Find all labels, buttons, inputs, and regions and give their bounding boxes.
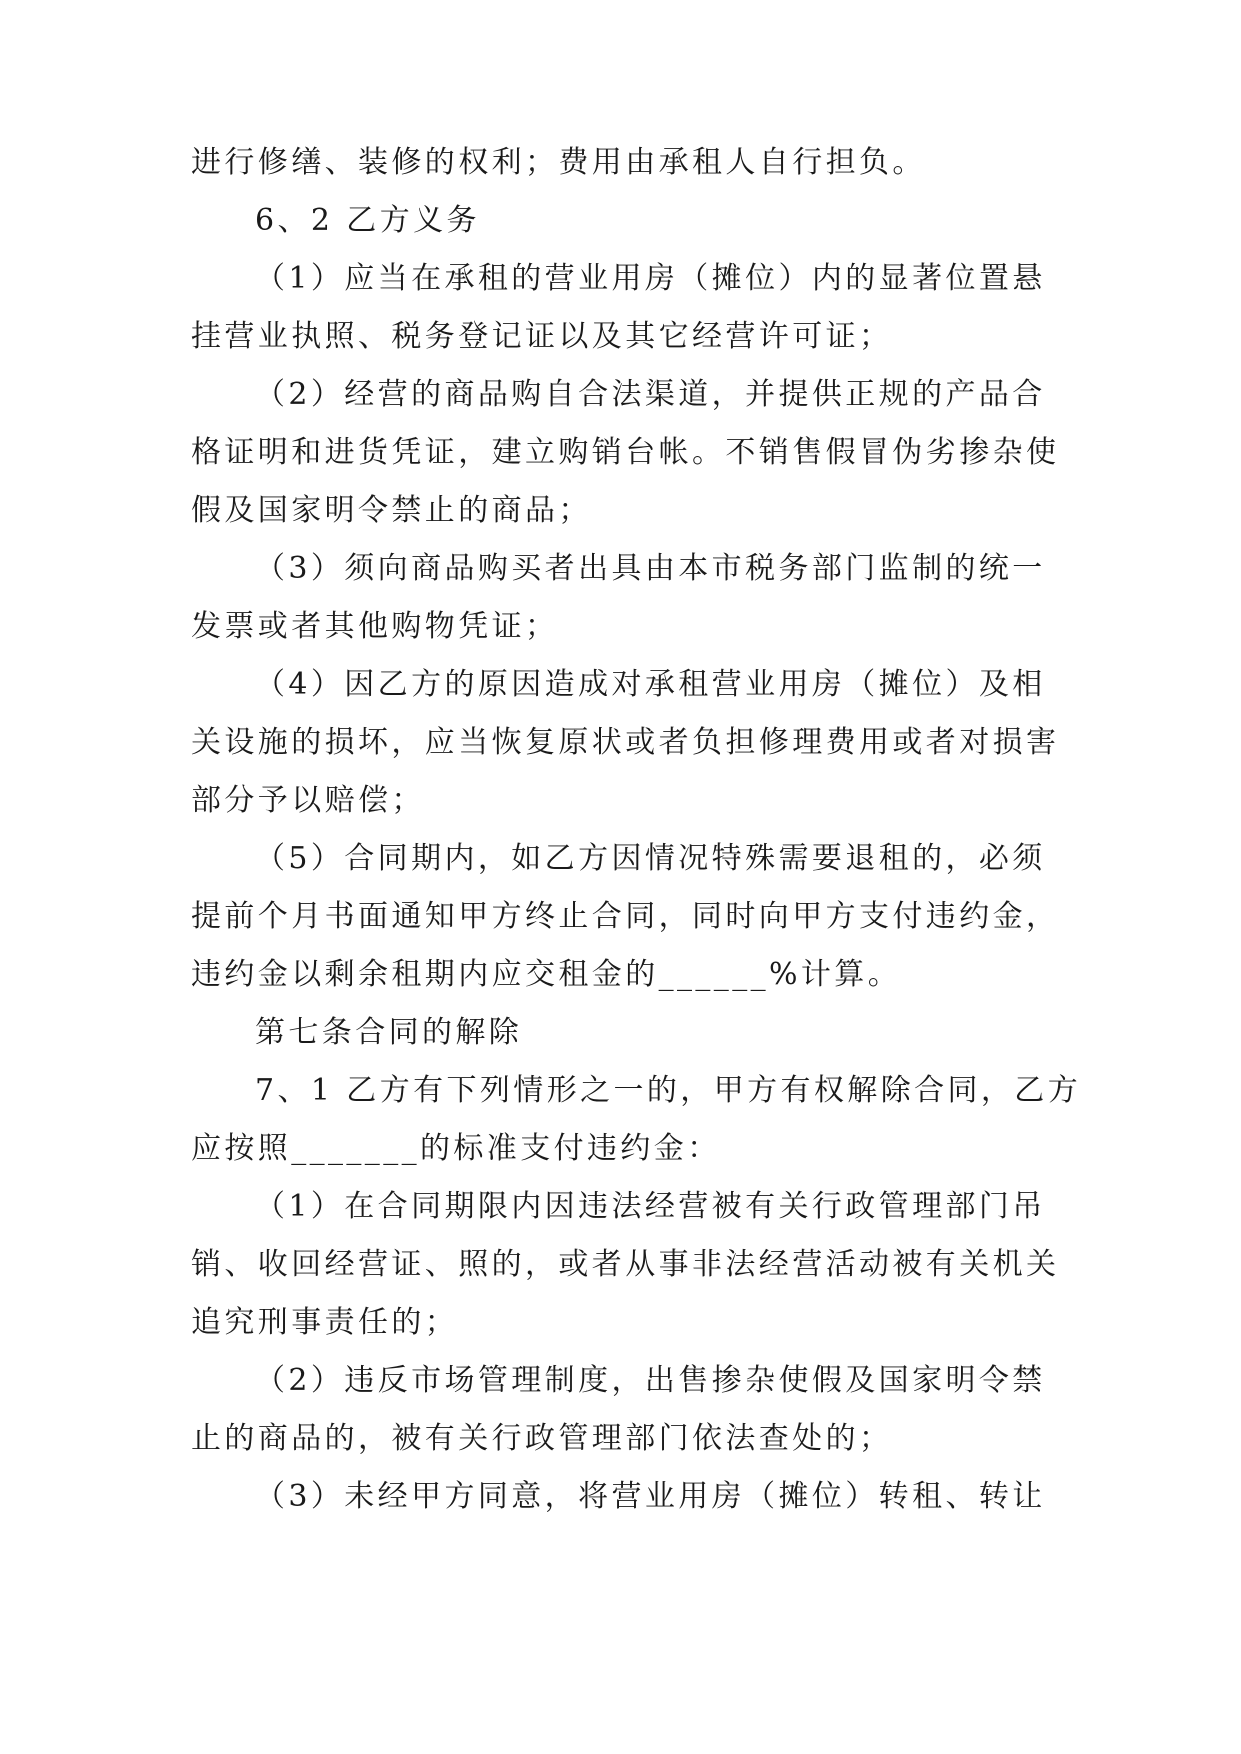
paragraph-line: 追究刑事责任的； (191, 1305, 459, 1340)
paragraph-line: （1）在合同期限内因违法经营被有关行政管理部门吊 (255, 1189, 1046, 1224)
section-heading: 6、2 乙方义务 (255, 203, 480, 238)
paragraph-line: （5）合同期内，如乙方因情况特殊需要退租的，必须 (255, 841, 1046, 876)
paragraph-line: 进行修缮、装修的权利；费用由承租人自行担负。 (191, 145, 926, 180)
paragraph-line: 挂营业执照、税务登记证以及其它经营许可证； (191, 319, 893, 354)
paragraph-line: 应按照_______的标准支付违约金： (191, 1131, 721, 1166)
paragraph-line: 7、1 乙方有下列情形之一的，甲方有权解除合同，乙方 (255, 1073, 1082, 1108)
paragraph-line: （2）经营的商品购自合法渠道，并提供正规的产品合 (255, 377, 1046, 412)
paragraph-line: 发票或者其他购物凭证； (191, 609, 559, 644)
paragraph-line: 假及国家明令禁止的商品； (191, 493, 592, 528)
paragraph-line: 止的商品的，被有关行政管理部门依法查处的； (191, 1421, 893, 1456)
paragraph-line: 提前个月书面通知甲方终止合同，同时向甲方支付违约金， (191, 899, 1060, 934)
paragraph-line: 销、收回经营证、照的，或者从事非法经营活动被有关机关 (191, 1247, 1060, 1282)
section-heading: 第七条合同的解除 (255, 1015, 523, 1050)
paragraph-line: （3）须向商品购买者出具由本市税务部门监制的统一 (255, 551, 1046, 586)
paragraph-line: 违约金以剩余租期内应交租金的______%计算。 (191, 957, 902, 992)
paragraph-line: 关设施的损坏，应当恢复原状或者负担修理费用或者对损害 (191, 725, 1060, 760)
paragraph-line: （3）未经甲方同意，将营业用房（摊位）转租、转让 (255, 1479, 1046, 1514)
paragraph-line: （4）因乙方的原因造成对承租营业用房（摊位）及相 (255, 667, 1046, 702)
paragraph-line: 格证明和进货凭证，建立购销台帐。不销售假冒伪劣掺杂使 (191, 435, 1060, 470)
paragraph-line: （1）应当在承租的营业用房（摊位）内的显著位置悬 (255, 261, 1046, 296)
paragraph-line: 部分予以赔偿； (191, 783, 425, 818)
paragraph-line: （2）违反市场管理制度，出售掺杂使假及国家明令禁 (255, 1363, 1046, 1398)
